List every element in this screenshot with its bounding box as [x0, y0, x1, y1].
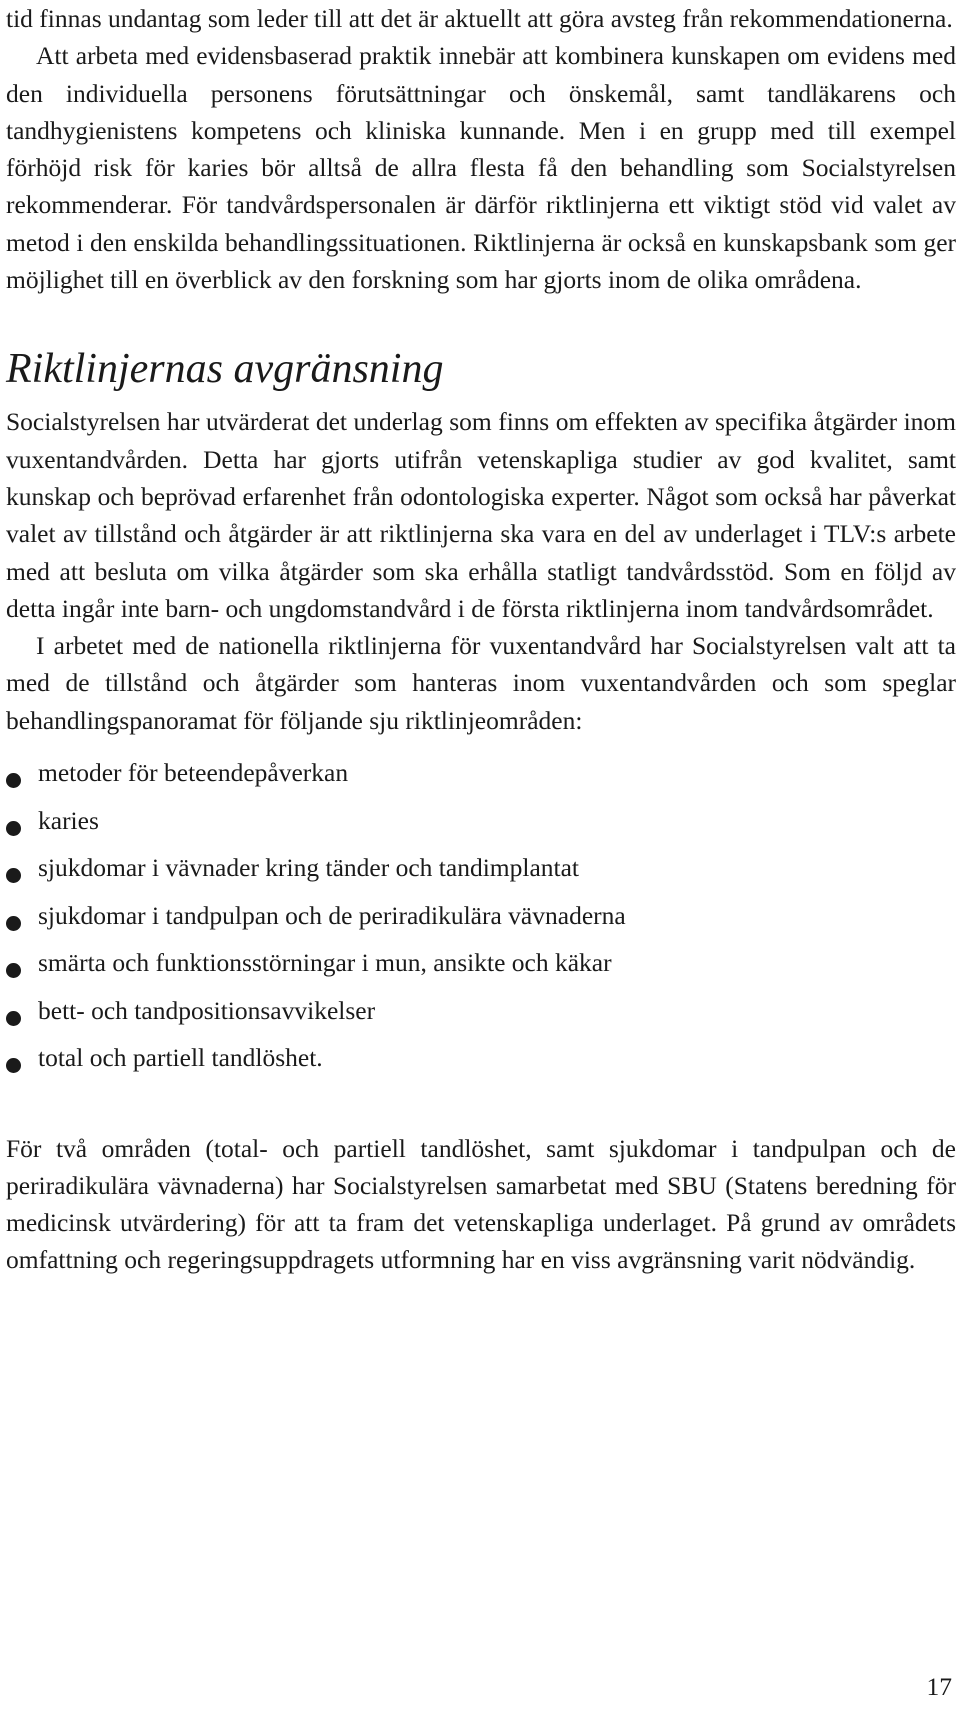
paragraph-scope: Socialstyrelsen har utvärderat det underlag som finns om effekten av specifika åtgärder inom vuxentandvården. Detta har gjorts utifrån vetenskapliga studier av god kvalitet, samt kunskap och beprövad erfarenhet från odontologiska experter. Något som också har påverkat valet av tillstånd och åtgärder är att riktlinjerna ska vara en del av underlaget i TLV:s arbete med att besluta om vilka åtgärder som ska erhålla statligt tandvårdsstöd. Som en följd av detta ingår inte barn- och ungdomstandvård i de första riktlinjerna inom tandvårdsområdet. [6, 407, 956, 623]
bullet-icon [6, 916, 21, 931]
list-item [6, 892, 956, 940]
list-item [6, 749, 956, 797]
bullet-icon [6, 821, 21, 836]
section-heading: Riktlinjernas avgränsning [6, 346, 444, 393]
list-item-label: smärta och funktionsstörningar i mun, ansikte och käkar [38, 948, 612, 978]
list-item-label: sjukdomar i vävnader kring tänder och tandimplantat [38, 853, 580, 883]
list-item-label: karies [38, 805, 99, 835]
list-item [6, 987, 956, 1035]
paragraph-guideline-areas: I arbetet med de nationella riktlinjerna för vuxentandvård har Socialstyrelsen valt att ta med de tillstånd och åtgärder som hanteras inom vuxentandvården och som speglar behandlingspanoramat för följande sju riktlinjeområden: [6, 631, 956, 735]
guideline-area-list [6, 749, 956, 1082]
bullet-icon [6, 1058, 21, 1073]
list-item-label: sjukdomar i tandpulpan och de periradikulära vävnaderna [38, 900, 626, 930]
document-page [6, 0, 956, 1279]
list-item [6, 1034, 956, 1082]
list-item [6, 797, 956, 845]
list-item [6, 939, 956, 987]
paragraph-sbu-collaboration: För två områden (total- och partiell tandlöshet, samt sjukdomar i tandpulpan och de periradikulära vävnaderna) har Socialstyrelsen samarbetat med SBU (Statens beredning för medicinsk utvärdering) för att ta fram det vetenskapliga underlaget. På grund av områdets omfattning och regeringsuppdragets utformning har en viss avgränsning varit nödvändig. [6, 1133, 956, 1275]
bullet-icon [6, 868, 21, 883]
paragraph-evidence-based-practice: Att arbeta med evidensbaserad praktik innebär att kombinera kunskapen om evidens med den individuella personens förutsättningar och önskemål, samt tandläkarens och tandhygienistens kompetens och kliniska kunnande. Men i en grupp med till exempel förhöjd risk för karies bör alltså de allra flesta få den behandling som Socialstyrelsen rekommenderar. För tandvårdspersonalen är därför riktlinjerna ett viktigt stöd vid valet av metod i den enskilda behandlingssituationen. Riktlinjerna är också en kunskapsbank som ger möjlighet till en överblick av den forskning som har gjorts inom de olika områdena. [6, 41, 956, 295]
list-item [6, 844, 956, 892]
bullet-icon [6, 773, 21, 788]
page-number: 17 [926, 1672, 952, 1701]
list-item-label: total och partiell tandlöshet. [38, 1043, 323, 1073]
bullet-icon [6, 963, 21, 978]
list-item-label: metoder för beteendepåverkan [38, 758, 349, 788]
paragraph-continued: tid finnas undantag som leder till att det är aktuellt att göra avsteg från rekommendationerna. [6, 4, 953, 33]
list-item-label: bett- och tandpositionsavvikelser [38, 995, 376, 1025]
bullet-icon [6, 1011, 21, 1026]
